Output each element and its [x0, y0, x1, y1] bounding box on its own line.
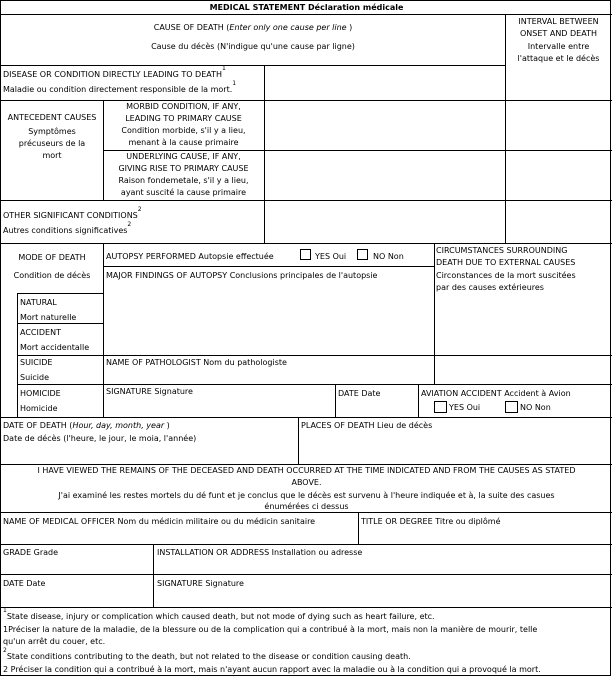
- rule: [1, 512, 612, 513]
- mode-homicide-en: HOMICIDE: [20, 389, 61, 398]
- installation-input[interactable]: [155, 560, 610, 573]
- antecedent-label-en: ANTECEDENT CAUSES: [7, 113, 97, 122]
- circumstances-l1: CIRCUMSTANCES SURROUNDING: [436, 246, 568, 255]
- rule: [1, 417, 612, 418]
- footnote-1-en: [3, 607, 435, 622]
- morbid-input[interactable]: [266, 102, 503, 148]
- antecedent-fr3: mort: [42, 151, 62, 160]
- officer-label: NAME OF MEDICAL OFFICER Nom du médicin militaire ou du médicin sanitaire: [3, 517, 316, 526]
- disease-input[interactable]: [266, 67, 503, 98]
- pathologist-label: NAME OF PATHOLOGIST Nom du pathologiste: [106, 358, 287, 367]
- date2-label: DATE Date: [3, 579, 46, 588]
- morbid-l1: MORBID CONDITION, IF ANY,: [126, 102, 241, 111]
- autopsy-no-label: NO Non: [373, 252, 404, 261]
- mode-natural-en: NATURAL: [20, 298, 57, 307]
- dod-suffix: ): [164, 421, 170, 430]
- rule: [17, 293, 18, 417]
- disease-label-fr: [3, 80, 237, 95]
- statement-fr-line1: J'ai examiné les restes mortels du dé funt et je conclus que le décès est survenu à l'heure indiquée et à, la suite des casues: [58, 491, 555, 500]
- interval-line2: ONSET AND DEATH: [520, 29, 597, 38]
- mode-suicide-en: SUICIDE: [20, 358, 53, 367]
- circumstances-l3: Circonstances de la mort suscitées: [436, 271, 576, 280]
- interval-line4: l'attaque et le décès: [517, 54, 600, 63]
- disease-interval-input[interactable]: [507, 67, 610, 98]
- rule: [264, 65, 265, 243]
- date-label: DATE Date: [338, 389, 381, 398]
- grade-input[interactable]: [2, 560, 152, 573]
- title-degree-input[interactable]: [360, 529, 610, 543]
- morbid-l3: Condition morbide, s'il y a lieu,: [121, 126, 246, 135]
- aviation-label: AVIATION ACCIDENT Accident à Avion: [421, 389, 571, 398]
- circumstances-input[interactable]: [436, 295, 610, 383]
- rule: [153, 544, 154, 607]
- footnote-2-en: [3, 647, 411, 662]
- mode-label-en: MODE OF DEATH: [18, 253, 86, 262]
- other-interval-input[interactable]: [507, 202, 610, 241]
- underlying-input[interactable]: [266, 152, 503, 198]
- aviation-yes-label: YES Oui: [449, 403, 481, 412]
- footnote-2-en-text: State conditions contributing to the death, but not related to the disease or condition causing death.: [6, 652, 411, 661]
- disease-fr-text: Maladie ou condition directement responsible de la mort.: [3, 85, 233, 94]
- rule: [335, 384, 336, 417]
- signature-label: SIGNATURE Signature: [106, 387, 193, 396]
- footnote-1-fr-line1: 1Préciser la nature de la maladie, de la blessure ou de la complication qui a contribué à la mort, mais non la manière de mourir, telle: [3, 625, 538, 634]
- morbid-l2: LEADING TO PRIMARY CAUSE: [125, 114, 242, 123]
- footnote-ref: 2: [127, 221, 132, 228]
- footnote-ref: 1: [232, 80, 237, 87]
- place-of-death-label: PLACES OF DEATH Lieu de décès: [301, 421, 433, 430]
- rule: [1, 607, 612, 608]
- antecedent-fr1: Symptômes: [28, 127, 76, 136]
- other-label-en: [3, 206, 142, 221]
- other-en-text: OTHER SIGNIFICANT CONDITIONS: [3, 211, 138, 220]
- rule: [103, 150, 612, 151]
- mode-homicide-checkbox[interactable]: [2, 385, 16, 416]
- mode-accident-fr: Mort accidentalle: [20, 343, 90, 352]
- date-of-death-label-en: [3, 421, 170, 431]
- footnote-1-fr-line2: qu'un arrêt du couer, etc.: [3, 637, 106, 646]
- statement-en-line1: I HAVE VIEWED THE REMAINS OF THE DECEASED AND DEATH OCCURRED AT THE TIME INDICATED AND FROM THE CAUSES AS STATED: [37, 466, 576, 475]
- officer-date-input[interactable]: [2, 591, 152, 606]
- morbid-l4: menant à la cause primaire: [128, 138, 239, 147]
- date-of-death-label-fr: Date de décès (l'heure, le jour, le moia, l'année): [3, 434, 197, 443]
- findings-label: MAJOR FINDINGS OF AUTOPSY Conclusions principales de l'autopsie: [106, 271, 378, 280]
- installation-label: INSTALLATION OR ADDRESS Installation ou adresse: [157, 548, 363, 557]
- footnote-2-fr: 2 Préciser la condition qui a contribué à la mort, mais n'ayant aucun rapport avec la maladie ou à la condition qui a provoqué la mort.: [3, 665, 541, 674]
- mode-label-fr: Condition de décès: [13, 271, 91, 280]
- findings-input[interactable]: [105, 283, 433, 354]
- cause-header-fr: Cause du décès (N'indigue qu'une cause par ligne): [151, 42, 355, 51]
- disease-label-en: [3, 65, 226, 80]
- rule: [1, 544, 612, 545]
- cause-header-suffix: ): [346, 23, 353, 32]
- rule: [1, 14, 612, 15]
- rule: [103, 266, 434, 267]
- cause-header-en: [1, 23, 505, 33]
- mode-natural-fr: Mort naturelle: [20, 313, 77, 322]
- other-input[interactable]: [266, 202, 503, 241]
- dod-italic: Hour, day, month, year: [72, 421, 165, 430]
- rule: [434, 243, 435, 384]
- rule: [1, 100, 612, 101]
- circumstances-l2: DEATH DUE TO EXTERNAL CAUSES: [436, 258, 576, 267]
- place-of-death-input[interactable]: [300, 433, 610, 463]
- disease-en-text: DISEASE OR CONDITION DIRECTLY LEADING TO DEATH: [3, 70, 223, 79]
- other-label-fr: [3, 221, 132, 236]
- aviation-no-checkbox[interactable]: [505, 401, 518, 413]
- title-degree-label: TITLE OR DEGREE Titre ou diplômé: [361, 517, 501, 526]
- form-title: MEDICAL STATEMENT Déclaration médicale: [209, 3, 404, 12]
- officer-input[interactable]: [2, 529, 357, 543]
- footnote-ref: 1: [222, 65, 226, 72]
- statement-en-line2: ABOVE.: [291, 478, 322, 487]
- autopsy-label: AUTOPSY PERFORMED Autopsie effectuée: [106, 252, 274, 261]
- grade-label: GRADE Grade: [3, 548, 59, 557]
- underlying-l3: Raison fondemetale, s'il y a lieu,: [118, 176, 249, 185]
- morbid-interval-input[interactable]: [507, 102, 610, 148]
- rule: [1, 574, 612, 575]
- pathologist-date-input[interactable]: [337, 401, 417, 416]
- autopsy-yes-label: YES Oui: [315, 252, 347, 261]
- rule: [1, 65, 505, 66]
- rule: [17, 323, 103, 324]
- mode-accident-en: ACCIDENT: [20, 328, 61, 337]
- interval-line3: Intervalle entre: [527, 42, 590, 51]
- underlying-l2: GIVING RISE TO PRIMARY CAUSE: [118, 164, 249, 173]
- cause-header-prefix: CAUSE OF DEATH (: [153, 23, 230, 32]
- dod-prefix: DATE OF DEATH (: [3, 421, 73, 430]
- mode-suicide-fr: Suicide: [20, 373, 49, 382]
- footnote-1-en-text: State disease, injury or complication which caused death, but not mode of dying such as heart failure, etc.: [6, 612, 435, 621]
- mode-accident-checkbox[interactable]: [2, 324, 16, 354]
- cause-header-italic: Enter only one cause per line: [229, 23, 347, 32]
- rule: [1, 200, 612, 201]
- mode-suicide-checkbox[interactable]: [2, 356, 16, 383]
- rule: [358, 512, 359, 544]
- date-of-death-input[interactable]: [2, 446, 297, 463]
- rule: [103, 243, 104, 417]
- interval-line1: INTERVAL BETWEEN: [518, 17, 599, 26]
- pathologist-signature-input[interactable]: [105, 399, 334, 416]
- mode-natural-checkbox[interactable]: [2, 294, 16, 322]
- rule: [17, 293, 103, 294]
- aviation-yes-checkbox[interactable]: [434, 401, 447, 413]
- rule: [298, 417, 299, 464]
- rule: [1, 243, 612, 244]
- statement-fr-line2: énumérées ci dessus: [264, 502, 349, 511]
- aviation-no-label: NO Non: [520, 403, 551, 412]
- footnote-num: 1: [3, 607, 7, 614]
- autopsy-yes-checkbox[interactable]: [300, 249, 311, 260]
- rule: [1, 464, 612, 465]
- circumstances-l4: par des causes extérieures: [436, 283, 544, 292]
- officer-signature-input[interactable]: [155, 591, 610, 606]
- pathologist-input[interactable]: [105, 370, 433, 383]
- underlying-l4: ayant suscité la cause primaire: [120, 188, 247, 197]
- footnote-ref: 2: [137, 206, 142, 213]
- rule: [17, 384, 612, 385]
- rule: [418, 384, 419, 417]
- other-fr-text: Autres conditions significatives: [3, 226, 128, 235]
- signature2-label: SIGNATURE Signature: [157, 579, 244, 588]
- underlying-interval-input[interactable]: [507, 152, 610, 198]
- autopsy-no-checkbox[interactable]: [357, 249, 368, 260]
- footnote-num: 2: [3, 647, 7, 654]
- antecedent-fr2: précuseurs de la: [18, 139, 86, 148]
- underlying-l1: UNDERLYING CAUSE, IF ANY,: [126, 152, 241, 161]
- mode-homicide-fr: Homicide: [20, 404, 58, 413]
